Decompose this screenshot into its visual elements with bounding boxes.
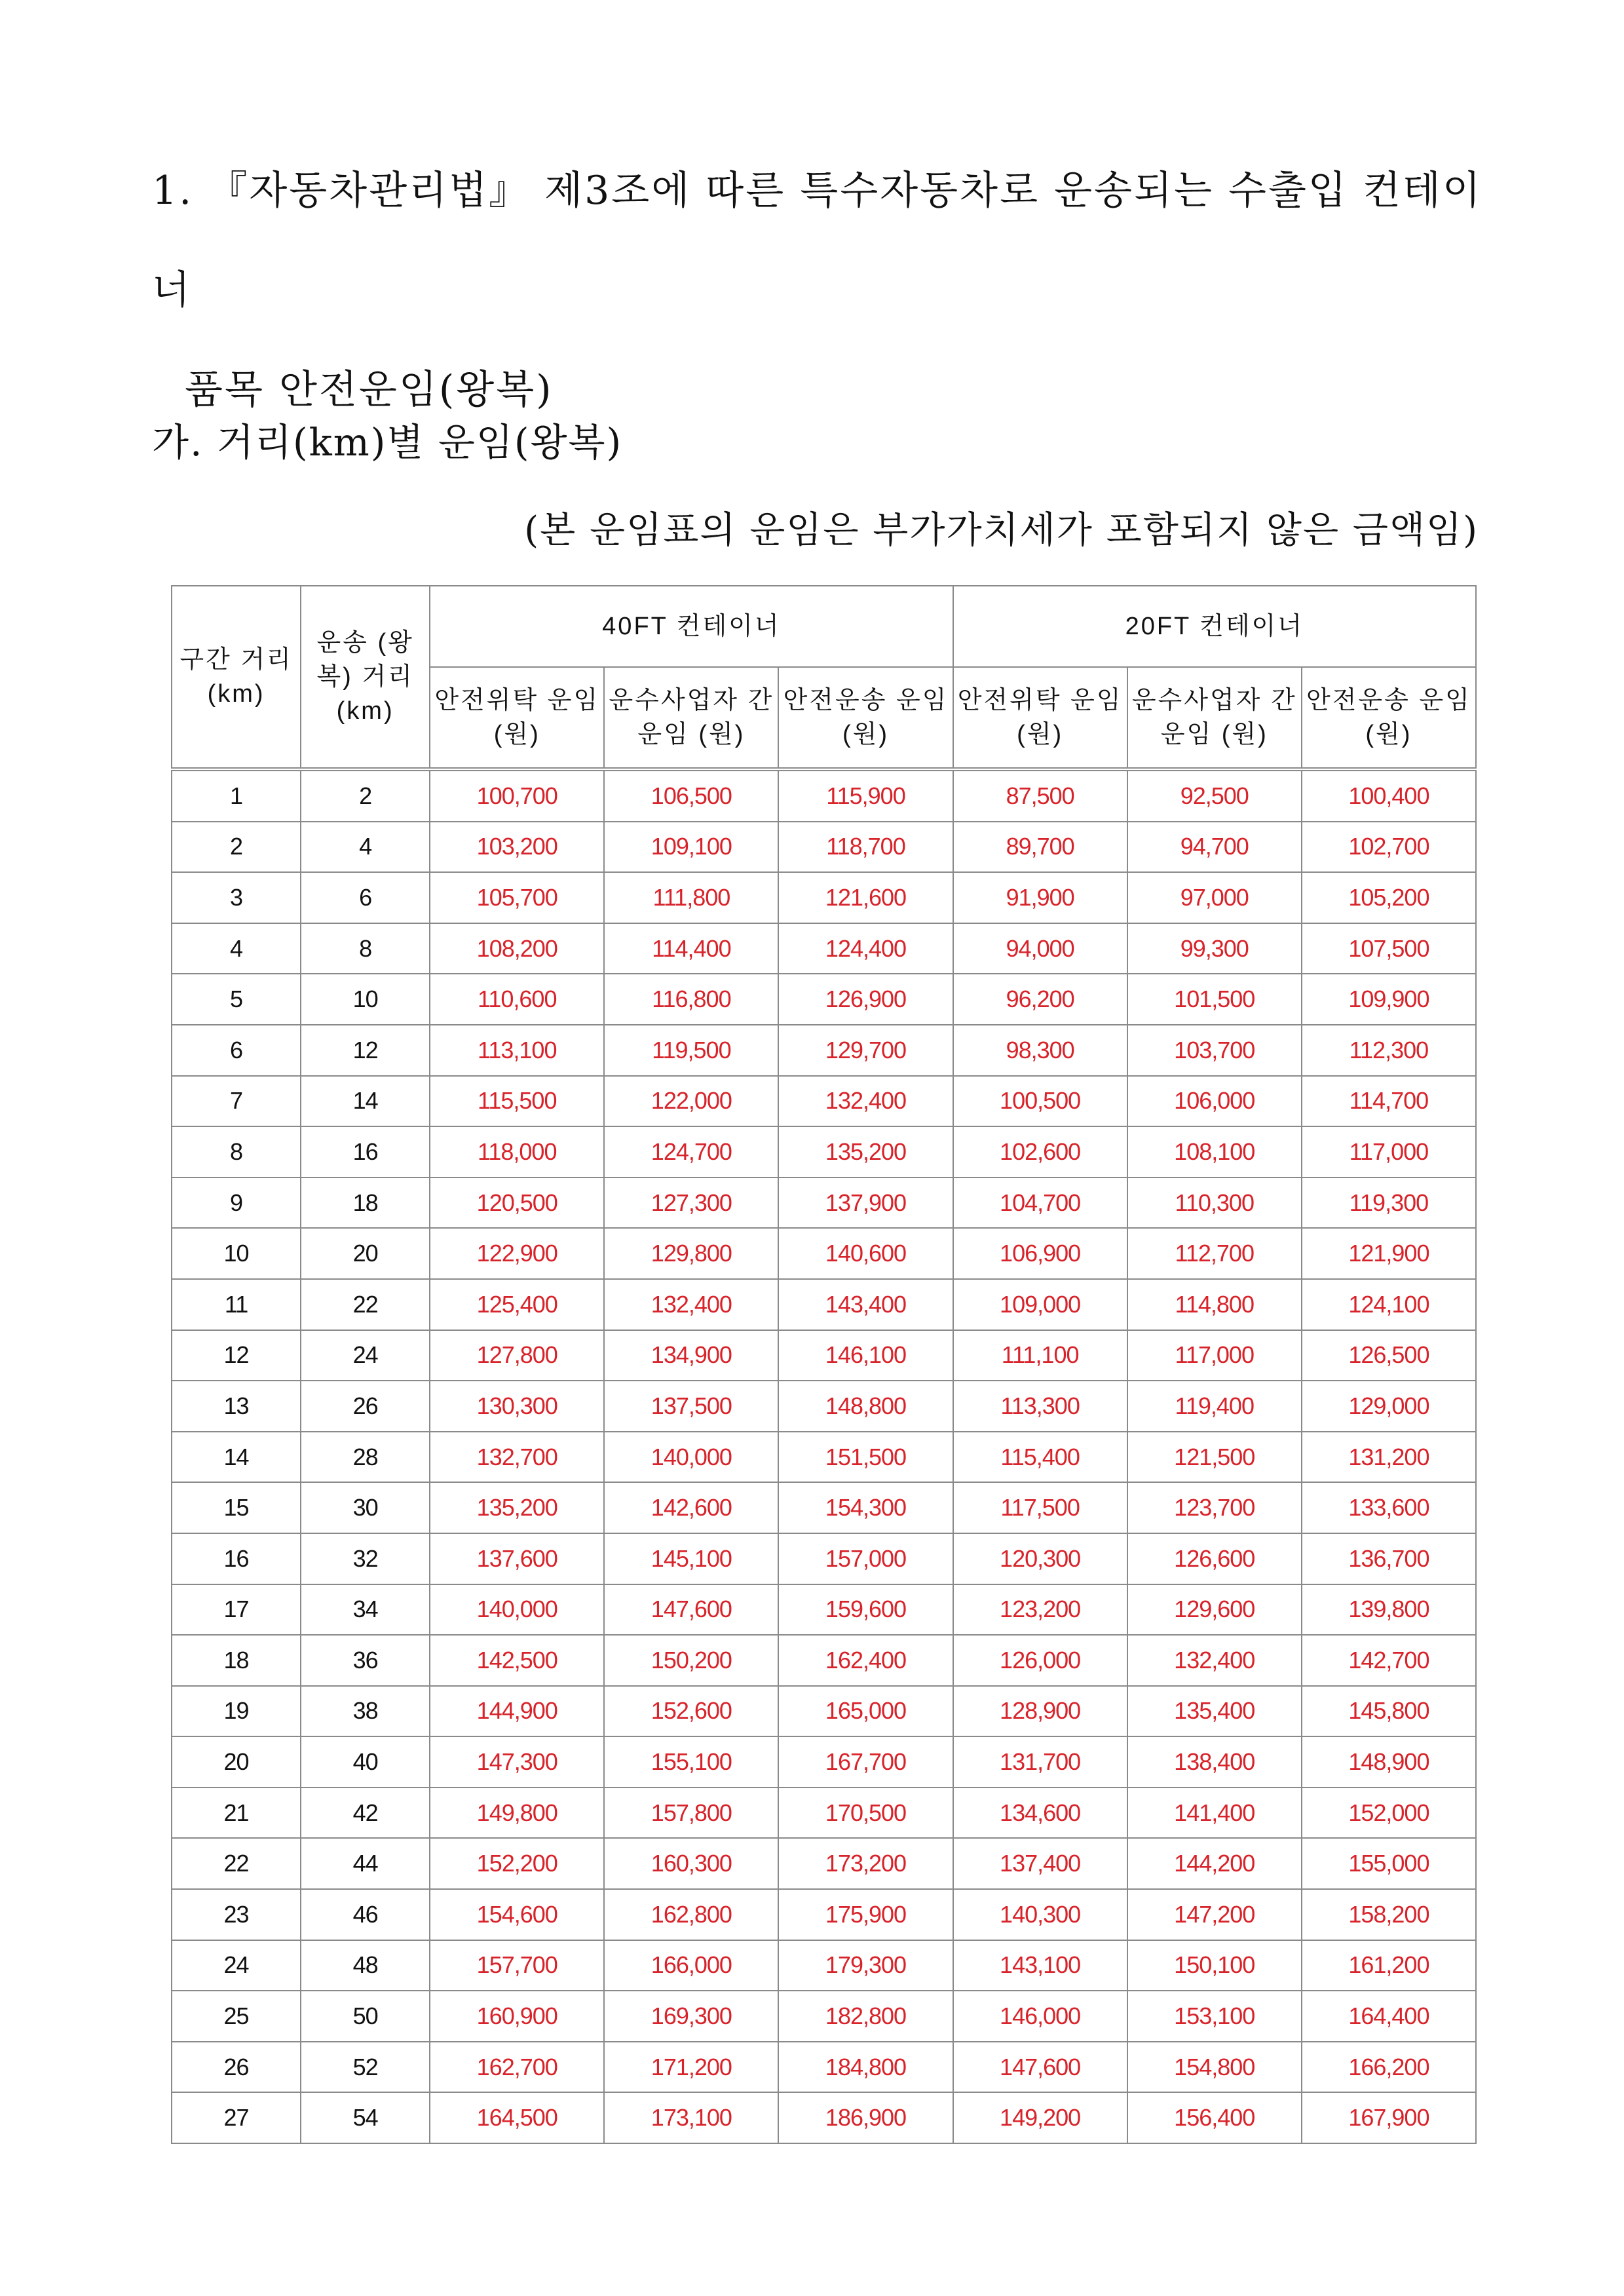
cell-40ft-transport: 143,400 [778,1279,953,1330]
cell-section: 3 [172,872,301,923]
cell-20ft-between: 119,400 [1127,1381,1302,1432]
table-row [172,1736,1476,1788]
cell-distance: 2 [301,769,430,822]
cell-40ft-transport: 132,400 [778,1076,953,1127]
cell-40ft-transport: 129,700 [778,1025,953,1076]
table-row [172,2092,1476,2143]
cell-20ft-consign: 87,500 [953,769,1127,822]
cell-40ft-between: 162,800 [604,1889,778,1940]
cell-20ft-consign: 120,300 [953,1533,1127,1584]
cell-distance: 42 [301,1788,430,1839]
cell-40ft-consign: 137,600 [430,1533,604,1584]
table-row [172,1228,1476,1279]
cell-40ft-consign: 118,000 [430,1126,604,1177]
cell-40ft-consign: 113,100 [430,1025,604,1076]
table-row [172,923,1476,974]
cell-40ft-transport: 173,200 [778,1838,953,1889]
cell-20ft-transport: 148,900 [1302,1736,1476,1788]
cell-40ft-between: 114,400 [604,923,778,974]
table-row [172,1991,1476,2042]
header-section-distance: 구간 거리 (km) [172,586,301,769]
table-row [172,1177,1476,1229]
cell-section: 17 [172,1584,301,1636]
cell-section: 13 [172,1381,301,1432]
cell-20ft-transport: 142,700 [1302,1635,1476,1686]
table-row [172,1482,1476,1533]
cell-40ft-consign: 162,700 [430,2042,604,2093]
table-row [172,872,1476,923]
cell-20ft-between: 154,800 [1127,2042,1302,2093]
cell-40ft-between: 127,300 [604,1177,778,1229]
freight-rate-table [171,585,1477,2144]
cell-distance: 22 [301,1279,430,1330]
cell-40ft-between: 160,300 [604,1838,778,1889]
cell-20ft-consign: 98,300 [953,1025,1127,1076]
cell-distance: 54 [301,2092,430,2143]
cell-distance: 32 [301,1533,430,1584]
cell-20ft-between: 153,100 [1127,1991,1302,2042]
cell-40ft-transport: 159,600 [778,1584,953,1636]
cell-20ft-consign: 146,000 [953,1991,1127,2042]
header-40ft-container: 40FT 컨테이너 [430,586,953,667]
cell-40ft-between: 119,500 [604,1025,778,1076]
cell-40ft-between: 116,800 [604,974,778,1025]
cell-section: 19 [172,1686,301,1737]
cell-20ft-between: 92,500 [1127,769,1302,822]
cell-40ft-between: 166,000 [604,1940,778,1991]
cell-20ft-consign: 123,200 [953,1584,1127,1636]
table-row [172,1330,1476,1381]
cell-section: 21 [172,1788,301,1839]
cell-40ft-between: 147,600 [604,1584,778,1636]
cell-20ft-transport: 166,200 [1302,2042,1476,2093]
cell-20ft-between: 94,700 [1127,822,1302,873]
table-row [172,1838,1476,1889]
cell-20ft-transport: 131,200 [1302,1432,1476,1483]
cell-20ft-between: 106,000 [1127,1076,1302,1127]
cell-distance: 50 [301,1991,430,2042]
cell-20ft-transport: 117,000 [1302,1126,1476,1177]
cell-40ft-between: 152,600 [604,1686,778,1737]
cell-40ft-consign: 115,500 [430,1076,604,1127]
cell-40ft-between: 137,500 [604,1381,778,1432]
cell-40ft-between: 122,000 [604,1076,778,1127]
cell-distance: 44 [301,1838,430,1889]
cell-40ft-between: 169,300 [604,1991,778,2042]
cell-20ft-between: 99,300 [1127,923,1302,974]
cell-40ft-consign: 154,600 [430,1889,604,1940]
cell-section: 16 [172,1533,301,1584]
cell-20ft-between: 144,200 [1127,1838,1302,1889]
table-row [172,769,1476,822]
cell-40ft-consign: 147,300 [430,1736,604,1788]
cell-section: 18 [172,1635,301,1686]
cell-distance: 24 [301,1330,430,1381]
cell-40ft-transport: 184,800 [778,2042,953,2093]
cell-40ft-transport: 157,000 [778,1533,953,1584]
cell-40ft-consign: 103,200 [430,822,604,873]
cell-section: 8 [172,1126,301,1177]
cell-40ft-between: 109,100 [604,822,778,873]
cell-20ft-between: 123,700 [1127,1482,1302,1533]
cell-20ft-between: 129,600 [1127,1584,1302,1636]
table-row [172,974,1476,1025]
header-20ft-between-carriers-rate: 운수사업자 간 운임 (원) [1127,667,1302,769]
header-20ft-consign-rate: 안전위탁 운임 (원) [953,667,1127,769]
cell-20ft-consign: 96,200 [953,974,1127,1025]
cell-40ft-between: 157,800 [604,1788,778,1839]
cell-distance: 18 [301,1177,430,1229]
cell-section: 5 [172,974,301,1025]
cell-40ft-consign: 122,900 [430,1228,604,1279]
cell-20ft-consign: 137,400 [953,1838,1127,1889]
cell-section: 4 [172,923,301,974]
cell-20ft-transport: 112,300 [1302,1025,1476,1076]
cell-section: 9 [172,1177,301,1229]
table-row [172,1686,1476,1737]
cell-40ft-transport: 175,900 [778,1889,953,1940]
cell-20ft-transport: 114,700 [1302,1076,1476,1127]
cell-distance: 46 [301,1889,430,1940]
cell-section: 23 [172,1889,301,1940]
table-row [172,822,1476,873]
table-row [172,1788,1476,1839]
header-20ft-transport-rate: 안전운송 운임 (원) [1302,667,1476,769]
cell-40ft-transport: 186,900 [778,2092,953,2143]
cell-20ft-consign: 104,700 [953,1177,1127,1229]
cell-distance: 34 [301,1584,430,1636]
cell-20ft-consign: 91,900 [953,872,1127,923]
cell-distance: 26 [301,1381,430,1432]
cell-20ft-consign: 128,900 [953,1686,1127,1737]
cell-20ft-between: 141,400 [1127,1788,1302,1839]
header-20ft-container: 20FT 컨테이너 [953,586,1476,667]
cell-20ft-transport: 126,500 [1302,1330,1476,1381]
cell-20ft-consign: 143,100 [953,1940,1127,1991]
cell-20ft-transport: 136,700 [1302,1533,1476,1584]
cell-20ft-consign: 115,400 [953,1432,1127,1483]
table-row [172,1533,1476,1584]
section-title-line1: 1. 『자동차관리법』 제3조에 따른 특수자동차로 운송되는 수출입 컨테이너 [152,168,1482,313]
header-transport-distance: 운송 (왕복) 거리 (km) [301,586,430,769]
cell-20ft-between: 114,800 [1127,1279,1302,1330]
cell-distance: 10 [301,974,430,1025]
cell-20ft-consign: 117,500 [953,1482,1127,1533]
cell-section: 26 [172,2042,301,2093]
cell-20ft-transport: 133,600 [1302,1482,1476,1533]
cell-distance: 28 [301,1432,430,1483]
cell-40ft-between: 124,700 [604,1126,778,1177]
cell-40ft-consign: 105,700 [430,872,604,923]
cell-40ft-between: 155,100 [604,1736,778,1788]
cell-40ft-between: 132,400 [604,1279,778,1330]
cell-20ft-between: 108,100 [1127,1126,1302,1177]
cell-40ft-between: 106,500 [604,769,778,822]
cell-20ft-transport: 124,100 [1302,1279,1476,1330]
cell-distance: 16 [301,1126,430,1177]
cell-distance: 20 [301,1228,430,1279]
vat-note: (본 운임표의 운임은 부가가치세가 포함되지 않은 금액임) [524,509,1479,552]
cell-40ft-between: 129,800 [604,1228,778,1279]
cell-20ft-transport: 152,000 [1302,1788,1476,1839]
cell-20ft-between: 150,100 [1127,1940,1302,1991]
cell-20ft-transport: 100,400 [1302,769,1476,822]
cell-20ft-between: 126,600 [1127,1533,1302,1584]
cell-20ft-consign: 134,600 [953,1788,1127,1839]
table-row [172,1889,1476,1940]
cell-40ft-consign: 125,400 [430,1279,604,1330]
cell-20ft-transport: 167,900 [1302,2092,1476,2143]
cell-20ft-consign: 126,000 [953,1635,1127,1686]
cell-40ft-transport: 115,900 [778,769,953,822]
cell-40ft-transport: 170,500 [778,1788,953,1839]
table-row [172,1025,1476,1076]
cell-40ft-consign: 127,800 [430,1330,604,1381]
table-row [172,1940,1476,1991]
cell-40ft-consign: 100,700 [430,769,604,822]
cell-20ft-transport: 164,400 [1302,1991,1476,2042]
table-row [172,1076,1476,1127]
cell-40ft-transport: 179,300 [778,1940,953,1991]
cell-20ft-transport: 155,000 [1302,1838,1476,1889]
cell-section: 2 [172,822,301,873]
header-40ft-consign-rate: 안전위탁 운임 (원) [430,667,604,769]
cell-distance: 40 [301,1736,430,1788]
table-row [172,1635,1476,1686]
cell-40ft-consign: 132,700 [430,1432,604,1483]
cell-40ft-consign: 152,200 [430,1838,604,1889]
cell-40ft-between: 142,600 [604,1482,778,1533]
header-40ft-transport-rate: 안전운송 운임 (원) [778,667,953,769]
cell-20ft-transport: 129,000 [1302,1381,1476,1432]
cell-40ft-consign: 164,500 [430,2092,604,2143]
cell-20ft-between: 156,400 [1127,2092,1302,2143]
cell-20ft-transport: 145,800 [1302,1686,1476,1737]
cell-40ft-transport: 167,700 [778,1736,953,1788]
cell-40ft-between: 171,200 [604,2042,778,2093]
cell-distance: 48 [301,1940,430,1991]
cell-40ft-consign: 144,900 [430,1686,604,1737]
cell-20ft-transport: 121,900 [1302,1228,1476,1279]
cell-distance: 52 [301,2042,430,2093]
cell-section: 25 [172,1991,301,2042]
table-row [172,1126,1476,1177]
cell-20ft-transport: 139,800 [1302,1584,1476,1636]
table-row [172,1432,1476,1483]
cell-40ft-consign: 160,900 [430,1991,604,2042]
cell-section: 7 [172,1076,301,1127]
cell-20ft-between: 110,300 [1127,1177,1302,1229]
cell-distance: 8 [301,923,430,974]
cell-20ft-between: 135,400 [1127,1686,1302,1737]
section-title-line2: 품목 안전운임(왕복) [185,367,554,413]
table-row [172,1584,1476,1636]
cell-distance: 14 [301,1076,430,1127]
cell-20ft-consign: 106,900 [953,1228,1127,1279]
cell-distance: 38 [301,1686,430,1737]
cell-40ft-consign: 149,800 [430,1788,604,1839]
cell-section: 14 [172,1432,301,1483]
cell-40ft-transport: 148,800 [778,1381,953,1432]
cell-20ft-consign: 94,000 [953,923,1127,974]
cell-20ft-consign: 147,600 [953,2042,1127,2093]
cell-40ft-transport: 162,400 [778,1635,953,1686]
cell-40ft-consign: 142,500 [430,1635,604,1686]
cell-40ft-consign: 108,200 [430,923,604,974]
cell-20ft-between: 97,000 [1127,872,1302,923]
cell-20ft-consign: 100,500 [953,1076,1127,1127]
cell-40ft-transport: 182,800 [778,1991,953,2042]
cell-40ft-consign: 157,700 [430,1940,604,1991]
cell-section: 11 [172,1279,301,1330]
cell-distance: 12 [301,1025,430,1076]
cell-40ft-between: 150,200 [604,1635,778,1686]
cell-40ft-transport: 154,300 [778,1482,953,1533]
cell-40ft-consign: 130,300 [430,1381,604,1432]
cell-40ft-transport: 121,600 [778,872,953,923]
cell-40ft-between: 111,800 [604,872,778,923]
cell-40ft-transport: 137,900 [778,1177,953,1229]
cell-distance: 30 [301,1482,430,1533]
cell-40ft-consign: 135,200 [430,1482,604,1533]
cell-20ft-between: 101,500 [1127,974,1302,1025]
cell-section: 20 [172,1736,301,1788]
cell-20ft-consign: 140,300 [953,1889,1127,1940]
cell-20ft-consign: 149,200 [953,2092,1127,2143]
cell-40ft-consign: 110,600 [430,974,604,1025]
table-row [172,1279,1476,1330]
cell-40ft-transport: 151,500 [778,1432,953,1483]
cell-40ft-consign: 140,000 [430,1584,604,1636]
cell-20ft-transport: 109,900 [1302,974,1476,1025]
cell-20ft-transport: 158,200 [1302,1889,1476,1940]
table-row [172,2042,1476,2093]
cell-section: 12 [172,1330,301,1381]
section-title [152,141,1488,440]
cell-distance: 36 [301,1635,430,1686]
cell-20ft-consign: 102,600 [953,1126,1127,1177]
cell-20ft-between: 121,500 [1127,1432,1302,1483]
cell-20ft-between: 132,400 [1127,1635,1302,1686]
cell-section: 22 [172,1838,301,1889]
subsection-title: 가. 거리(km)별 운임(왕복) [152,420,623,465]
cell-section: 1 [172,769,301,822]
cell-40ft-transport: 118,700 [778,822,953,873]
cell-section: 15 [172,1482,301,1533]
cell-40ft-transport: 135,200 [778,1126,953,1177]
cell-20ft-consign: 111,100 [953,1330,1127,1381]
cell-section: 24 [172,1940,301,1991]
cell-distance: 6 [301,872,430,923]
cell-40ft-transport: 165,000 [778,1686,953,1737]
cell-section: 27 [172,2092,301,2143]
cell-20ft-transport: 105,200 [1302,872,1476,923]
cell-40ft-between: 173,100 [604,2092,778,2143]
cell-20ft-consign: 109,000 [953,1279,1127,1330]
table-row [172,1381,1476,1432]
cell-section: 6 [172,1025,301,1076]
cell-distance: 4 [301,822,430,873]
cell-40ft-transport: 126,900 [778,974,953,1025]
cell-40ft-transport: 146,100 [778,1330,953,1381]
cell-20ft-transport: 107,500 [1302,923,1476,974]
cell-20ft-consign: 113,300 [953,1381,1127,1432]
cell-20ft-between: 147,200 [1127,1889,1302,1940]
cell-20ft-between: 112,700 [1127,1228,1302,1279]
cell-section: 10 [172,1228,301,1279]
cell-20ft-between: 117,000 [1127,1330,1302,1381]
cell-20ft-consign: 89,700 [953,822,1127,873]
cell-40ft-between: 140,000 [604,1432,778,1483]
cell-20ft-between: 138,400 [1127,1736,1302,1788]
cell-20ft-between: 103,700 [1127,1025,1302,1076]
cell-40ft-consign: 120,500 [430,1177,604,1229]
cell-40ft-between: 145,100 [604,1533,778,1584]
cell-20ft-transport: 161,200 [1302,1940,1476,1991]
cell-40ft-transport: 140,600 [778,1228,953,1279]
rate-table-body [172,769,1476,2143]
cell-20ft-transport: 119,300 [1302,1177,1476,1229]
header-40ft-between-carriers-rate: 운수사업자 간 운임 (원) [604,667,778,769]
cell-40ft-between: 134,900 [604,1330,778,1381]
cell-40ft-transport: 124,400 [778,923,953,974]
cell-20ft-transport: 102,700 [1302,822,1476,873]
cell-20ft-consign: 131,700 [953,1736,1127,1788]
